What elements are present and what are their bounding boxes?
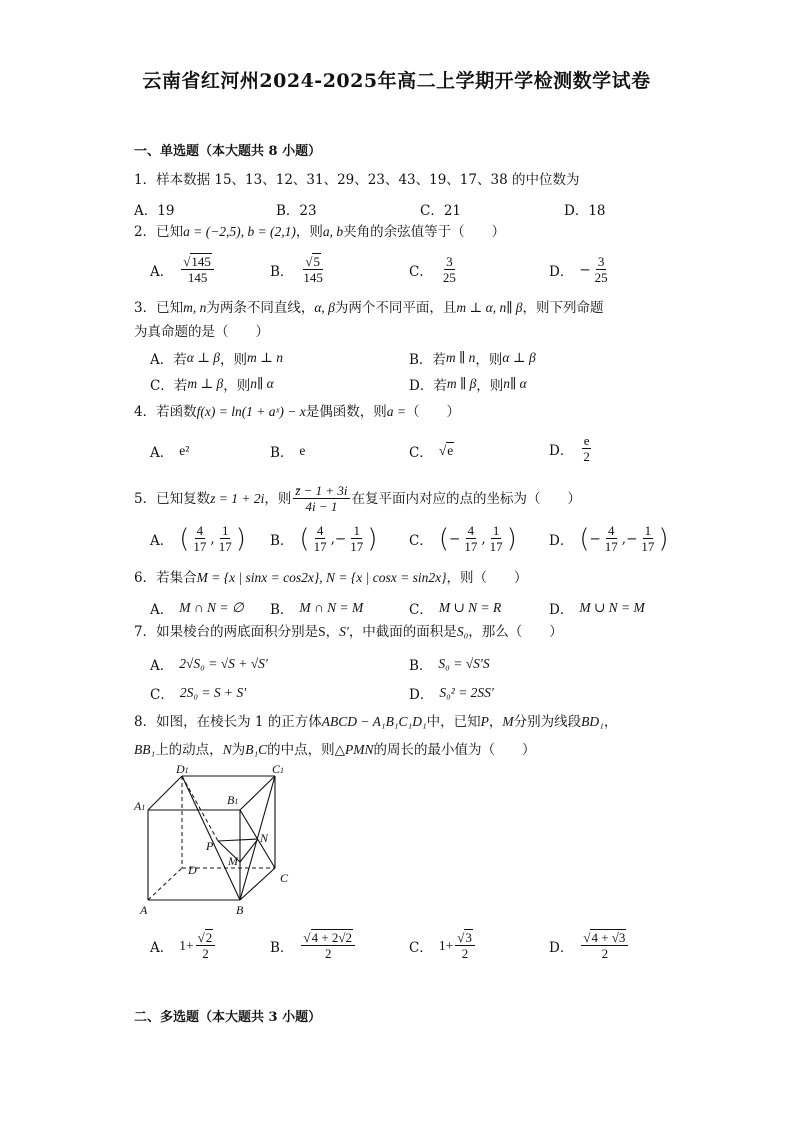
q1-option-c: C．21	[420, 203, 462, 219]
q7-option-a: A． 2√S₀ = √S + √S′	[150, 656, 268, 674]
label-c1: C1	[272, 762, 285, 776]
q2-option-d: D． − $\frac{3}{25}$	[549, 254, 608, 285]
question-6-stem: 6．若集合M = {x | sinx = cos2x}, N = {x | cosx = sin2x}，则（ ）	[134, 570, 528, 586]
q6-option-c: C． M ∪ N = R	[409, 600, 502, 618]
q8-option-b: B． $\frac{√4 + 2√2}{2}$	[270, 930, 357, 961]
label-d: D	[188, 863, 197, 877]
q5-option-b: B． ( $\frac{4}{17}$ , − $\frac{1}{17}$ )	[270, 523, 378, 554]
q3-option-d: D．若 m ∥ β ，则 n∥ α	[409, 376, 527, 394]
q1-option-d: D．18	[564, 203, 606, 219]
label-m: M	[228, 854, 238, 868]
q4-option-a: A． e²	[150, 443, 190, 461]
label-d1: D1	[176, 762, 189, 776]
q6-option-b: B． M ∩ N = M	[270, 600, 364, 618]
question-3-stem-line2: 为真命题的是（ ）	[134, 324, 269, 340]
question-7-stem: 7．如果棱台的两底面积分别是S，S′，中截面的面积是S₀，那么（ ）	[134, 624, 563, 640]
question-3-stem-line1: 3．已知m, n为两条不同直线，α, β为两个不同平面，且m ⊥ α, n∥ β，则下列命题	[134, 300, 604, 316]
q6-option-a: A． M ∩ N = ∅	[150, 600, 244, 618]
q1-option-b: B．23	[276, 203, 317, 219]
q2-option-b: B． $\frac{√5}{145}$	[270, 254, 323, 285]
label-n: N	[260, 831, 269, 845]
q8-option-a: A． 1+ $\frac{√2}{2}$	[150, 930, 217, 961]
label-a1: A1	[134, 799, 146, 813]
q2-vector-b: b = (2,1)	[247, 224, 296, 239]
q7-option-d: D． S₀² = 2SS′	[409, 685, 494, 703]
section-heading-single-choice: 一、单选题（本大题共 8 小题）	[134, 144, 322, 159]
q3-option-c: C．若 m ⊥ β ，则 n∥ α	[150, 376, 274, 394]
question-2-stem: 2．已知a = (−2,5), b = (2,1)，则a, b夹角的余弦值等于（ ）	[134, 224, 506, 240]
q2-vector-a: a = (−2,5)	[183, 224, 241, 239]
q4-option-d: D． $\frac{e}{2}$	[549, 433, 590, 464]
q2-option-c: C． $\frac{3}{25}$	[409, 254, 456, 285]
label-b1: B1	[227, 793, 239, 807]
q5-option-d: D． ( − $\frac{4}{17}$ , − $\frac{1}{17}$ )	[549, 523, 669, 554]
q8-option-c: C． 1+ $\frac{√3}{2}$	[409, 930, 477, 961]
q5-option-c: C． ( − $\frac{4}{17}$ , $\frac{1}{17}$ )	[409, 523, 517, 554]
question-4-stem: 4．若函数f(x) = ln(1 + aˣ) − x是偶函数，则a =（ ）	[134, 404, 460, 420]
page-title: 云南省红河州2024-2025年高二上学期开学检测数学试卷	[142, 70, 651, 92]
label-p: P	[206, 839, 214, 853]
q2-vectors: a, b	[322, 224, 344, 239]
question-8-stem-line2: BB₁上的动点，N为B₁C的中点，则△PMN的周长的最小值为（ ）	[134, 742, 536, 758]
cube-figure	[130, 762, 300, 922]
q4-option-c: C． √e	[409, 443, 454, 461]
section-heading-multi-choice: 二、多选题（本大题共 3 小题）	[134, 1010, 322, 1025]
q8-option-d: D． $\frac{√4 + √3}{2}$	[549, 930, 630, 961]
question-5-stem: 5．已知复数 z = 1 + 2i ，则 $\frac{z̄ - 1 + 3i}{4i - 1}$ 在复平面内对应的点的坐标为（ ）	[134, 483, 582, 514]
q7-option-c: C． 2S₀ = S + S′	[150, 685, 247, 703]
q3-option-a: A．若 α ⊥ β ，则 m ⊥ n	[150, 350, 283, 368]
q2-tail: 夹角的余弦值等于（ ）	[343, 224, 506, 240]
q2-prefix: 2．已知	[134, 224, 184, 240]
q2-option-a: A． $\frac{√145}{145}$	[150, 254, 216, 285]
label-a: A	[140, 903, 148, 917]
q1-option-a: A．19	[134, 203, 175, 219]
q3-option-b: B．若 m ∥ n ，则 α ⊥ β	[409, 350, 536, 368]
label-b: B	[236, 903, 244, 917]
question-1-stem: 1．样本数据 15、13、12、31、29、23、43、19、17、38 的中位数为	[134, 172, 580, 188]
question-8-stem-line1: 8．如图，在棱长为 1 的正方体ABCD − A₁B₁C₁D₁中，已知P，M分别为线段BD₁，	[134, 714, 618, 730]
q2-mid: ，则	[295, 224, 323, 240]
q6-option-d: D． M ∪ N = M	[549, 600, 645, 618]
q5-option-a: A． ( $\frac{4}{17}$ , $\frac{1}{17}$ )	[150, 523, 246, 554]
q4-option-b: B． e	[270, 443, 306, 461]
label-c: C	[280, 871, 289, 885]
q7-option-b: B． S₀ = √S′S	[409, 656, 490, 674]
